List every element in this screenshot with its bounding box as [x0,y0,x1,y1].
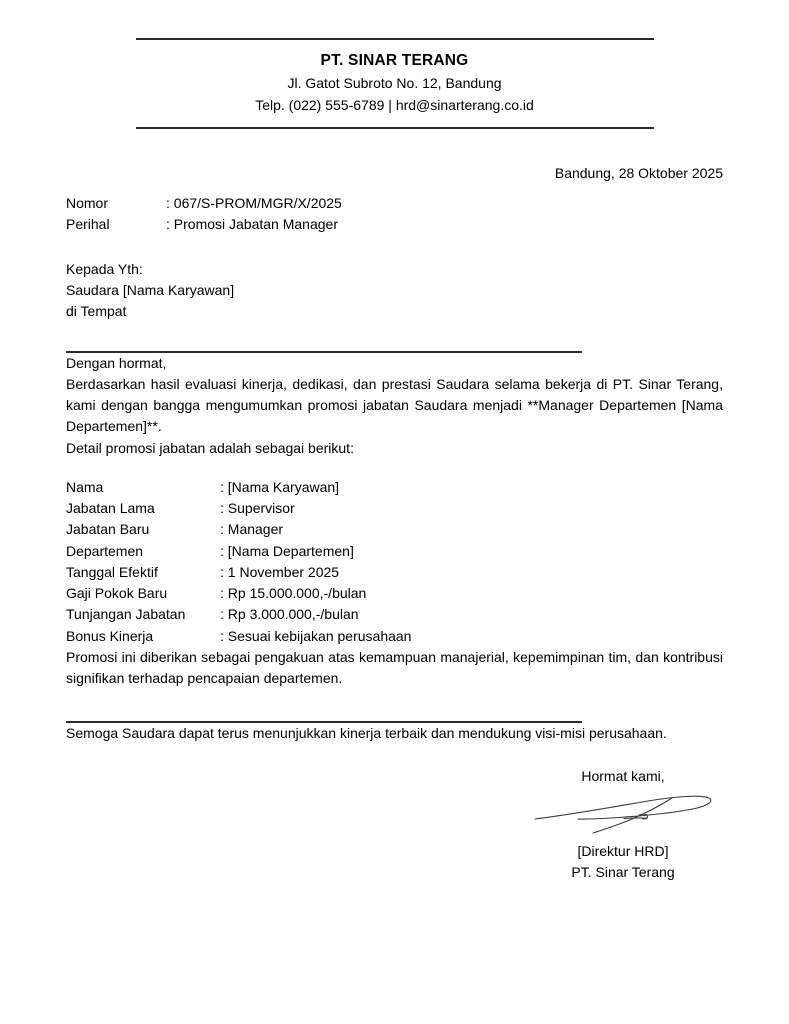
paragraph-main: Berdasarkan hasil evaluasi kinerja, dedikasi, dan prestasi Saudara selama bekerja di PT. Sinar Terang, kami dengan bangga mengumumkan promosi jabatan Saudara menjadi **Manager Departemen [Nama Departemen]**. [66,375,723,435]
reference-row [66,193,723,214]
salutation: Dengan hormat, [66,354,167,371]
detail-label: Bonus Kinerja [66,627,154,644]
reference-value: : Promosi Jabatan Manager [166,216,338,233]
detail-label: Nama [66,478,104,495]
signature-greeting: Hormat kami, [581,767,665,784]
signer-company: PT. Sinar Terang [571,863,675,880]
detail-row [66,477,723,498]
recipient-line: Saudara [Nama Karyawan] [66,282,235,299]
handwritten-signature-icon [523,789,723,841]
detail-row [66,519,723,540]
reference-row [66,214,723,235]
detail-row [66,541,723,562]
detail-value: : [Nama Karyawan] [220,478,340,495]
detail-value: : Rp 3.000.000,-/bulan [220,606,359,623]
reference-block [66,193,723,236]
reference-value: : 067/S-PROM/MGR/X/2025 [166,195,342,212]
paragraph-closing: Semoga Saudara dapat terus menunjukkan kinerja terbaik dan mendukung visi-misi perusahaan. [66,724,667,741]
paragraph-reason: Promosi ini diberikan sebagai pengakuan atas kemampuan manajerial, kepemimpinan tim, dan kontribusi signifikan terhadap pencapaian departemen. [66,649,723,687]
detail-value: : Sesuai kebijakan perusahaan [220,627,412,644]
letterhead-bottom-rule [136,127,654,129]
detail-value: : Manager [220,521,284,538]
detail-label: Gaji Pokok Baru [66,585,168,602]
letter-body [66,163,723,883]
details-intro: Detail promosi jabatan adalah sebagai berikut: [66,439,354,456]
reference-label: Perihal [66,216,110,233]
recipient-line: di Tempat [66,303,127,320]
detail-row [66,562,723,583]
recipient-line: Kepada Yth: [66,260,143,277]
signer-name: [Direktur HRD] [577,842,669,859]
detail-value: : Rp 15.000.000,-/bulan [220,585,367,602]
detail-row [66,498,723,519]
recipient-block [66,259,723,323]
company-contact: Telp. (022) 555-6789 | hrd@sinarterang.co.id [255,96,534,113]
detail-label: Tunjangan Jabatan [66,606,186,623]
detail-value: : Supervisor [220,500,295,517]
detail-value: : [Nama Departemen] [220,542,354,559]
detail-label: Jabatan Baru [66,521,150,538]
detail-row [66,583,723,604]
detail-label: Jabatan Lama [66,500,155,517]
letterhead-top-rule [136,38,654,40]
detail-row [66,626,723,647]
reference-label: Nomor [66,195,109,212]
detail-row [66,604,723,625]
detail-value: : 1 November 2025 [220,563,340,580]
detail-label: Tanggal Efektif [66,563,158,580]
detail-label: Departemen [66,542,144,559]
date-line: Bandung, 28 Oktober 2025 [554,164,723,181]
promotion-details-block [66,477,723,647]
company-address: Jl. Gatot Subroto No. 12, Bandung [287,74,502,91]
letterhead [136,38,654,129]
signature-block [523,766,723,883]
company-name: PT. SINAR TERANG [320,52,469,69]
